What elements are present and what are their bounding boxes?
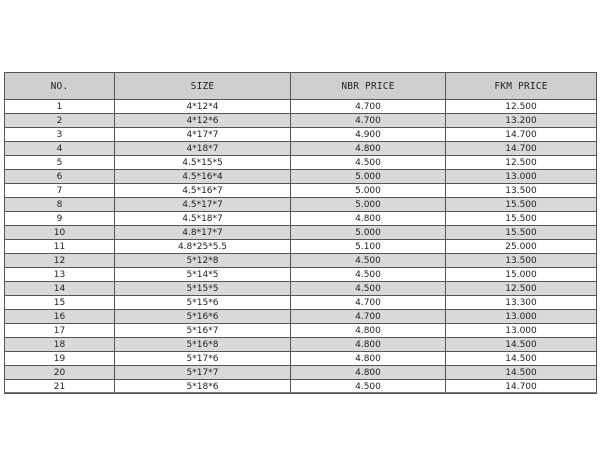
row-number: 9 (5, 212, 115, 226)
size-cell: 4.5*17*7 (115, 198, 291, 212)
nbr-price-cell: 4.700 (291, 100, 446, 114)
row-number: 2 (5, 114, 115, 128)
size-cell: 4*18*7 (115, 142, 291, 156)
row-number: 3 (5, 128, 115, 142)
table-row (5, 254, 597, 268)
nbr-price-cell: 4.500 (291, 380, 446, 394)
table-continuation-edge (4, 392, 596, 395)
row-number: 1 (5, 100, 115, 114)
header-nbr-price: NBR PRICE (291, 73, 446, 100)
row-number: 13 (5, 268, 115, 282)
fkm-price-cell: 14.700 (446, 128, 597, 142)
price-table (4, 72, 597, 394)
row-number: 8 (5, 198, 115, 212)
size-cell: 4*12*4 (115, 100, 291, 114)
row-number: 5 (5, 156, 115, 170)
fkm-price-cell: 15.500 (446, 226, 597, 240)
fkm-price-cell: 12.500 (446, 282, 597, 296)
fkm-price-cell: 15.000 (446, 268, 597, 282)
fkm-price-cell: 13.000 (446, 310, 597, 324)
table-row (5, 324, 597, 338)
header-no: NO. (5, 73, 115, 100)
header-fkm-price: FKM PRICE (446, 73, 597, 100)
nbr-price-cell: 4.800 (291, 366, 446, 380)
fkm-price-cell: 14.700 (446, 380, 597, 394)
table-row (5, 282, 597, 296)
size-cell: 5*15*5 (115, 282, 291, 296)
row-number: 20 (5, 366, 115, 380)
nbr-price-cell: 4.500 (291, 254, 446, 268)
size-cell: 5*17*7 (115, 366, 291, 380)
table-row (5, 240, 597, 254)
size-cell: 4.5*16*7 (115, 184, 291, 198)
fkm-price-cell: 15.500 (446, 212, 597, 226)
table-row (5, 212, 597, 226)
fkm-price-cell: 13.500 (446, 184, 597, 198)
nbr-price-cell: 4.800 (291, 324, 446, 338)
row-number: 10 (5, 226, 115, 240)
fkm-price-cell: 12.500 (446, 100, 597, 114)
fkm-price-cell: 12.500 (446, 156, 597, 170)
table-row (5, 100, 597, 114)
nbr-price-cell: 4.900 (291, 128, 446, 142)
size-cell: 5*18*6 (115, 380, 291, 394)
table-row (5, 142, 597, 156)
row-number: 15 (5, 296, 115, 310)
size-cell: 5*17*6 (115, 352, 291, 366)
fkm-price-cell: 13.000 (446, 170, 597, 184)
row-number: 12 (5, 254, 115, 268)
table-row (5, 352, 597, 366)
table-row (5, 114, 597, 128)
header-size: SIZE (115, 73, 291, 100)
fkm-price-cell: 13.200 (446, 114, 597, 128)
fkm-price-cell: 13.500 (446, 254, 597, 268)
size-cell: 4*17*7 (115, 128, 291, 142)
fkm-price-cell: 13.000 (446, 324, 597, 338)
size-cell: 4.8*17*7 (115, 226, 291, 240)
nbr-price-cell: 4.700 (291, 114, 446, 128)
nbr-price-cell: 4.700 (291, 310, 446, 324)
nbr-price-cell: 5.000 (291, 184, 446, 198)
size-cell: 5*14*5 (115, 268, 291, 282)
fkm-price-cell: 14.500 (446, 366, 597, 380)
row-number: 19 (5, 352, 115, 366)
table-row (5, 184, 597, 198)
header-row (5, 73, 597, 100)
table-row (5, 198, 597, 212)
size-cell: 4.5*15*5 (115, 156, 291, 170)
size-cell: 4*12*6 (115, 114, 291, 128)
size-cell: 5*16*6 (115, 310, 291, 324)
fkm-price-cell: 13.300 (446, 296, 597, 310)
fkm-price-cell: 14.500 (446, 352, 597, 366)
size-cell: 5*15*6 (115, 296, 291, 310)
nbr-price-cell: 4.500 (291, 282, 446, 296)
fkm-price-cell: 25.000 (446, 240, 597, 254)
size-cell: 5*16*8 (115, 338, 291, 352)
size-cell: 4.5*16*4 (115, 170, 291, 184)
nbr-price-cell: 4.500 (291, 156, 446, 170)
table-row (5, 296, 597, 310)
table-row (5, 310, 597, 324)
row-number: 18 (5, 338, 115, 352)
fkm-price-cell: 14.500 (446, 338, 597, 352)
nbr-price-cell: 4.800 (291, 338, 446, 352)
size-cell: 5*12*8 (115, 254, 291, 268)
nbr-price-cell: 5.100 (291, 240, 446, 254)
nbr-price-cell: 4.800 (291, 352, 446, 366)
fkm-price-cell: 14.700 (446, 142, 597, 156)
size-cell: 5*16*7 (115, 324, 291, 338)
row-number: 4 (5, 142, 115, 156)
row-number: 7 (5, 184, 115, 198)
table-row (5, 366, 597, 380)
table-row (5, 226, 597, 240)
fkm-price-cell: 15.500 (446, 198, 597, 212)
nbr-price-cell: 5.000 (291, 198, 446, 212)
row-number: 17 (5, 324, 115, 338)
row-number: 11 (5, 240, 115, 254)
size-cell: 4.5*18*7 (115, 212, 291, 226)
nbr-price-cell: 4.500 (291, 268, 446, 282)
nbr-price-cell: 5.000 (291, 226, 446, 240)
table-row (5, 170, 597, 184)
nbr-price-cell: 4.700 (291, 296, 446, 310)
table-row (5, 338, 597, 352)
row-number: 16 (5, 310, 115, 324)
size-cell: 4.8*25*5.5 (115, 240, 291, 254)
table-row (5, 128, 597, 142)
nbr-price-cell: 5.000 (291, 170, 446, 184)
table-row (5, 156, 597, 170)
row-number: 21 (5, 380, 115, 394)
nbr-price-cell: 4.800 (291, 212, 446, 226)
table-row (5, 268, 597, 282)
row-number: 6 (5, 170, 115, 184)
nbr-price-cell: 4.800 (291, 142, 446, 156)
row-number: 14 (5, 282, 115, 296)
table-body (5, 100, 597, 394)
